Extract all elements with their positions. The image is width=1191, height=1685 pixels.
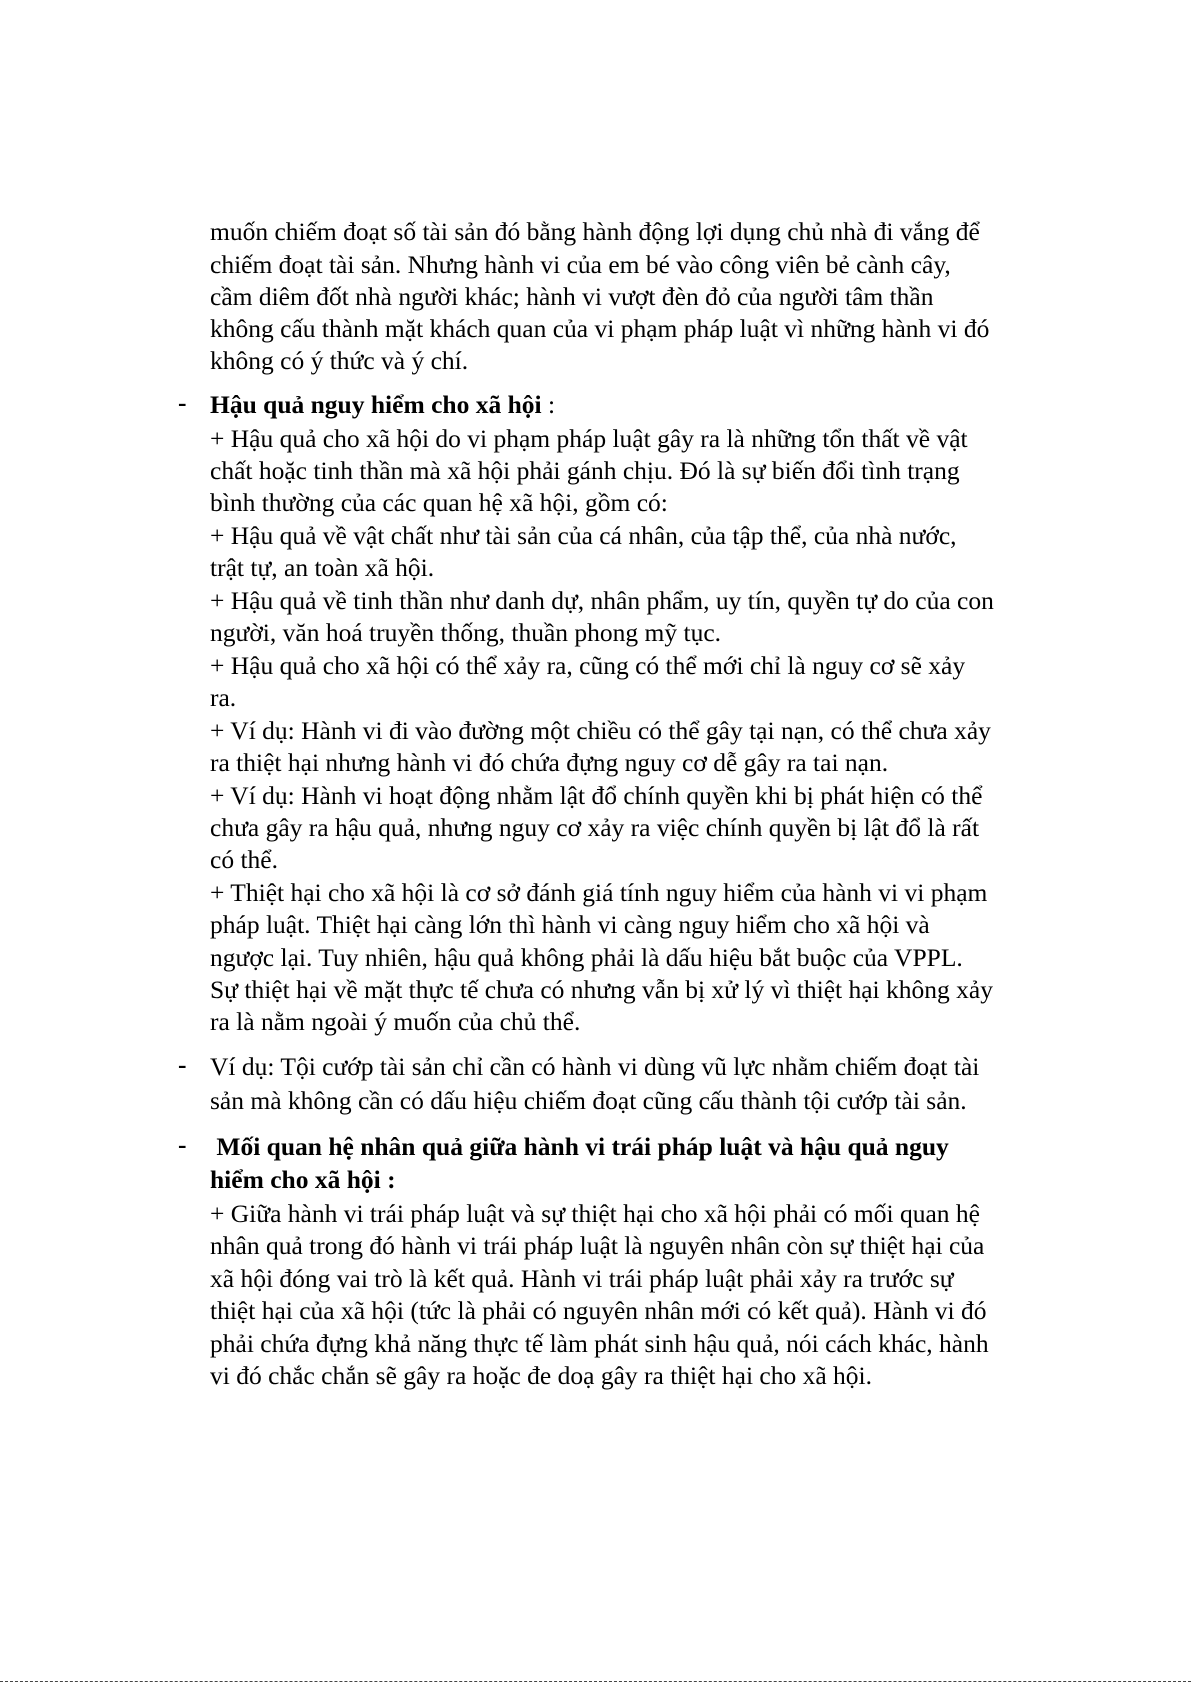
paragraph-line: người, văn hoá truyền thống, thuần phong mỹ tục. xyxy=(210,618,722,647)
paragraph-line: phải chứa đựng khả năng thực tế làm phát sinh hậu quả, nói cách khác, hành xyxy=(210,1329,989,1358)
section-heading xyxy=(210,389,555,421)
paragraph-line: chưa gây ra hậu quả, nhưng nguy cơ xảy ra việc chính quyền bị lật đổ là rất xyxy=(210,813,980,842)
paragraph-line: + Ví dụ: Hành vi đi vào đường một chiều có thể gây tại nạn, có thể chưa xảy xyxy=(210,716,991,745)
paragraph-line: không có ý thức và ý chí. xyxy=(210,346,469,375)
paragraph-line: + Giữa hành vi trái pháp luật và sự thiệt hại cho xã hội phải có mối quan hệ xyxy=(210,1199,980,1228)
paragraph-line: + Hậu quả về vật chất như tài sản của cá nhân, của tập thể, của nhà nước, xyxy=(210,521,957,550)
paragraph-line: chiếm đoạt tài sản. Nhưng hành vi của em bé vào công viên bẻ cành cây, xyxy=(210,250,951,279)
bullet-dash: - xyxy=(178,1130,187,1159)
paragraph-line: không cấu thành mặt khách quan của vi phạm pháp luật vì những hành vi đó xyxy=(210,314,990,343)
paragraph-line: Sự thiệt hại về mặt thực tế chưa có nhưng vẫn bị xử lý vì thiệt hại không xảy xyxy=(210,975,993,1004)
paragraph-line: trật tự, an toàn xã hội. xyxy=(210,553,435,582)
section-heading: hiểm cho xã hội : xyxy=(210,1165,396,1194)
paragraph-line: xã hội đóng vai trò là kết quả. Hành vi trái pháp luật phải xảy ra trước sự xyxy=(210,1264,954,1293)
paragraph-line: + Hậu quả cho xã hội do vi phạm pháp luật gây ra là những tổn thất về vật xyxy=(210,424,968,453)
paragraph-line: vi đó chắc chắn sẽ gây ra hoặc đe doạ gây ra thiệt hại cho xã hội. xyxy=(210,1361,873,1390)
paragraph-line: + Thiệt hại cho xã hội là cơ sở đánh giá tính nguy hiểm của hành vi vi phạm xyxy=(210,878,988,907)
paragraph-line: bình thường của các quan hệ xã hội, gồm có: xyxy=(210,488,668,517)
heading-bold: Hậu quả nguy hiểm cho xã hội xyxy=(210,390,542,419)
bullet-dash: - xyxy=(178,388,187,417)
section-heading: Mối quan hệ nhân quả giữa hành vi trái pháp luật và hậu quả nguy xyxy=(210,1132,949,1161)
paragraph-line: ngược lại. Tuy nhiên, hậu quả không phải là dấu hiệu bắt buộc của VPPL. xyxy=(210,943,963,972)
paragraph-line: pháp luật. Thiệt hại càng lớn thì hành vi càng nguy hiểm cho xã hội và xyxy=(210,910,930,939)
paragraph-line: + Ví dụ: Hành vi hoạt động nhằm lật đổ chính quyền khi bị phát hiện có thể xyxy=(210,781,983,810)
paragraph-line: sản mà không cần có dấu hiệu chiếm đoạt cũng cấu thành tội cướp tài sản. xyxy=(210,1086,967,1115)
paragraph-line: + Hậu quả về tinh thần như danh dự, nhân phẩm, uy tín, quyền tự do của con xyxy=(210,586,994,615)
paragraph-line: chất hoặc tinh thần mà xã hội phải gánh chịu. Đó là sự biến đổi tình trạng xyxy=(210,456,960,485)
paragraph-line: ra. xyxy=(210,683,237,712)
paragraph-line: ra thiệt hại nhưng hành vi đó chứa đựng nguy cơ dễ gây ra tai nạn. xyxy=(210,748,889,777)
paragraph-line: muốn chiếm đoạt số tài sản đó bằng hành động lợi dụng chủ nhà đi vắng để xyxy=(210,217,980,246)
paragraph-line: có thể. xyxy=(210,845,278,874)
paragraph-line: + Hậu quả cho xã hội có thể xảy ra, cũng có thể mới chỉ là nguy cơ sẽ xảy xyxy=(210,651,966,680)
paragraph-line: cầm diêm đốt nhà người khác; hành vi vượt đèn đỏ của người tâm thần xyxy=(210,282,934,311)
paragraph-line: thiệt hại của xã hội (tức là phải có nguyên nhân mới có kết quả). Hành vi đó xyxy=(210,1296,987,1325)
paragraph-line: nhân quả trong đó hành vi trái pháp luật là nguyên nhân còn sự thiệt hại của xyxy=(210,1231,985,1260)
page-bottom-rule xyxy=(0,1681,1191,1682)
heading-suffix: : xyxy=(541,390,556,419)
bullet-dash: - xyxy=(178,1050,187,1079)
paragraph-line: Ví dụ: Tội cướp tài sản chỉ cần có hành vi dùng vũ lực nhằm chiếm đoạt tài xyxy=(210,1052,980,1081)
paragraph-line: ra là nằm ngoài ý muốn của chủ thể. xyxy=(210,1007,581,1036)
